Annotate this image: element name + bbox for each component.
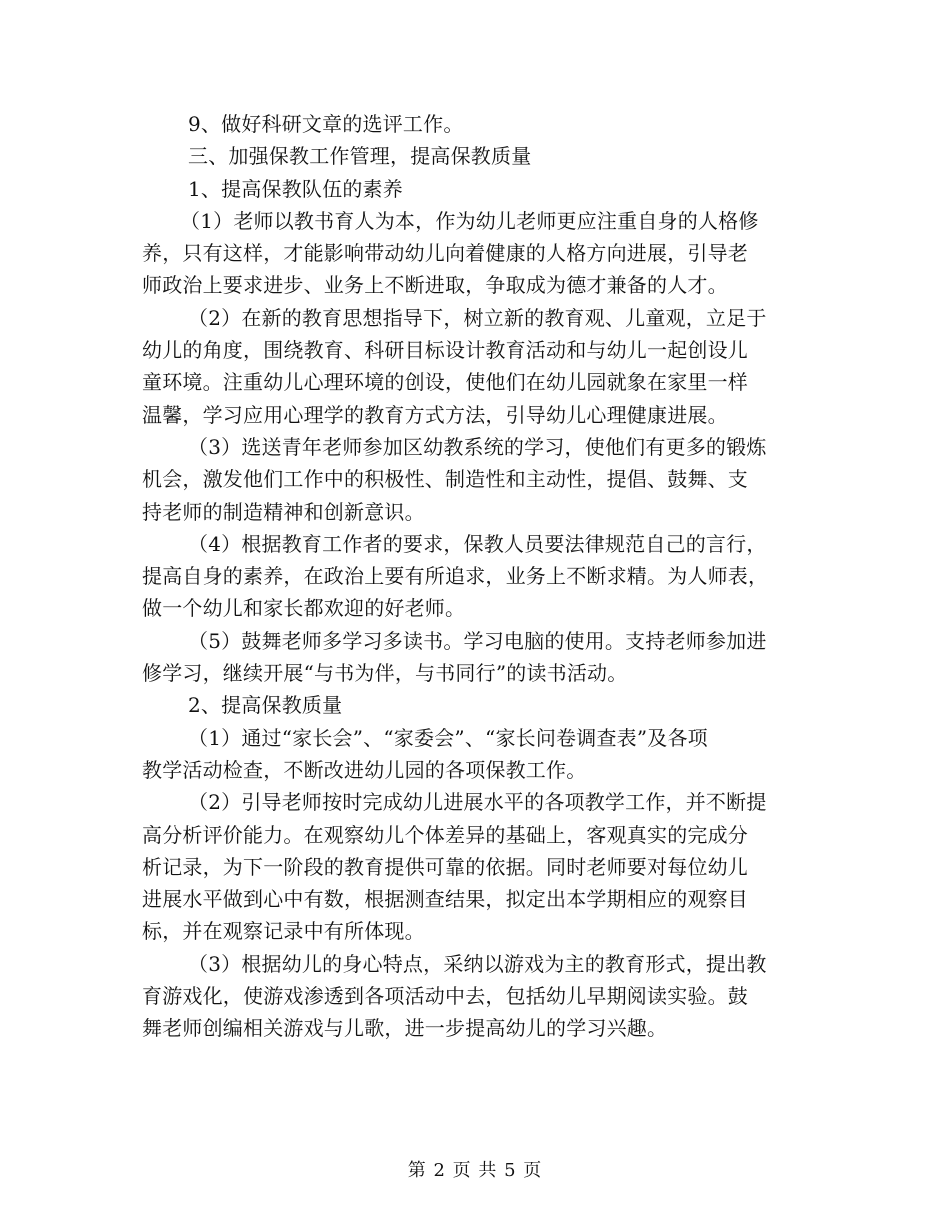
text-line: 机会，激发他们工作中的积极性、制造性和主动性，提倡、鼓舞、支 bbox=[142, 467, 748, 492]
text-line: 舞老师创编相关游戏与儿歌，进一步提高幼儿的学习兴趣。 bbox=[142, 1016, 668, 1041]
text-line: 三、加强保教工作管理，提高保教质量 bbox=[188, 144, 532, 169]
text-line: 高分析评价能力。在观察幼儿个体差异的基础上，客观真实的完成分 bbox=[142, 822, 748, 847]
text-line: 做一个幼儿和家长都欢迎的好老师。 bbox=[142, 596, 466, 621]
text-line: 育游戏化，使游戏渗透到各项活动中去，包括幼儿早期阅读实验。鼓 bbox=[142, 984, 748, 1009]
text-line: （1）老师以教书育人为本，作为幼儿老师更应注重自身的人格修 bbox=[180, 208, 759, 233]
text-line: 2、提高保教质量 bbox=[188, 693, 343, 718]
text-line: 持老师的制造精神和创新意识。 bbox=[142, 499, 425, 524]
text-line: 标，并在观察记录中有所体现。 bbox=[142, 919, 425, 944]
text-line: 教学活动检查，不断改进幼儿园的各项保教工作。 bbox=[142, 757, 587, 782]
text-line: 提高自身的素养，在政治上要有所追求，业务上不断求精。为人师表， bbox=[142, 564, 769, 589]
text-line: （1）通过“家长会”、“家委会”、“家长问卷调查表”及各项 bbox=[188, 725, 708, 750]
text-line: 修学习，继续开展“与书为伴，与书同行”的读书活动。 bbox=[142, 661, 628, 686]
text-line: 童环境。注重幼儿心理环境的创设，使他们在幼儿园就象在家里一样 bbox=[142, 370, 748, 395]
text-line: （4）根据教育工作者的要求，保教人员要法律规范自己的言行， bbox=[188, 531, 767, 556]
text-line: （3）根据幼儿的身心特点，采纳以游戏为主的教育形式，提出教 bbox=[188, 951, 767, 976]
text-line: （5）鼓舞老师多学习多读书。学习电脑的使用。支持老师参加进 bbox=[188, 628, 767, 653]
text-line: 养，只有这样，才能影响带动幼儿向着健康的人格方向进展，引导老 bbox=[142, 241, 748, 266]
text-line: （2）在新的教育思想指导下，树立新的教育观、儿童观，立足于 bbox=[188, 305, 767, 330]
text-line: （2）引导老师按时完成幼儿进展水平的各项教学工作，并不断提 bbox=[188, 790, 767, 815]
text-line: （3）选送青年老师参加区幼教系统的学习，使他们有更多的锻炼 bbox=[188, 434, 767, 459]
document-body bbox=[142, 108, 808, 1045]
text-line: 温馨，学习应用心理学的教育方式方法，引导幼儿心理健康进展。 bbox=[142, 402, 728, 427]
text-line: 析记录，为下一阶段的教育提供可靠的依据。同时老师要对每位幼儿 bbox=[142, 854, 748, 879]
text-line: 进展水平做到心中有数，根据测查结果，拟定出本学期相应的观察目 bbox=[142, 887, 748, 912]
page-footer: 第 2 页 共 5 页 bbox=[407, 1160, 543, 1181]
text-line: 1、提高保教队伍的素养 bbox=[188, 176, 403, 201]
text-line: 9、做好科研文章的选评工作。 bbox=[188, 112, 464, 136]
text-line: 幼儿的角度，围绕教育、科研目标设计教育活动和与幼儿一起创设儿 bbox=[142, 338, 748, 363]
text-line: 师政治上要求进步、业务上不断进取，争取成为德才兼备的人才。 bbox=[142, 273, 728, 298]
